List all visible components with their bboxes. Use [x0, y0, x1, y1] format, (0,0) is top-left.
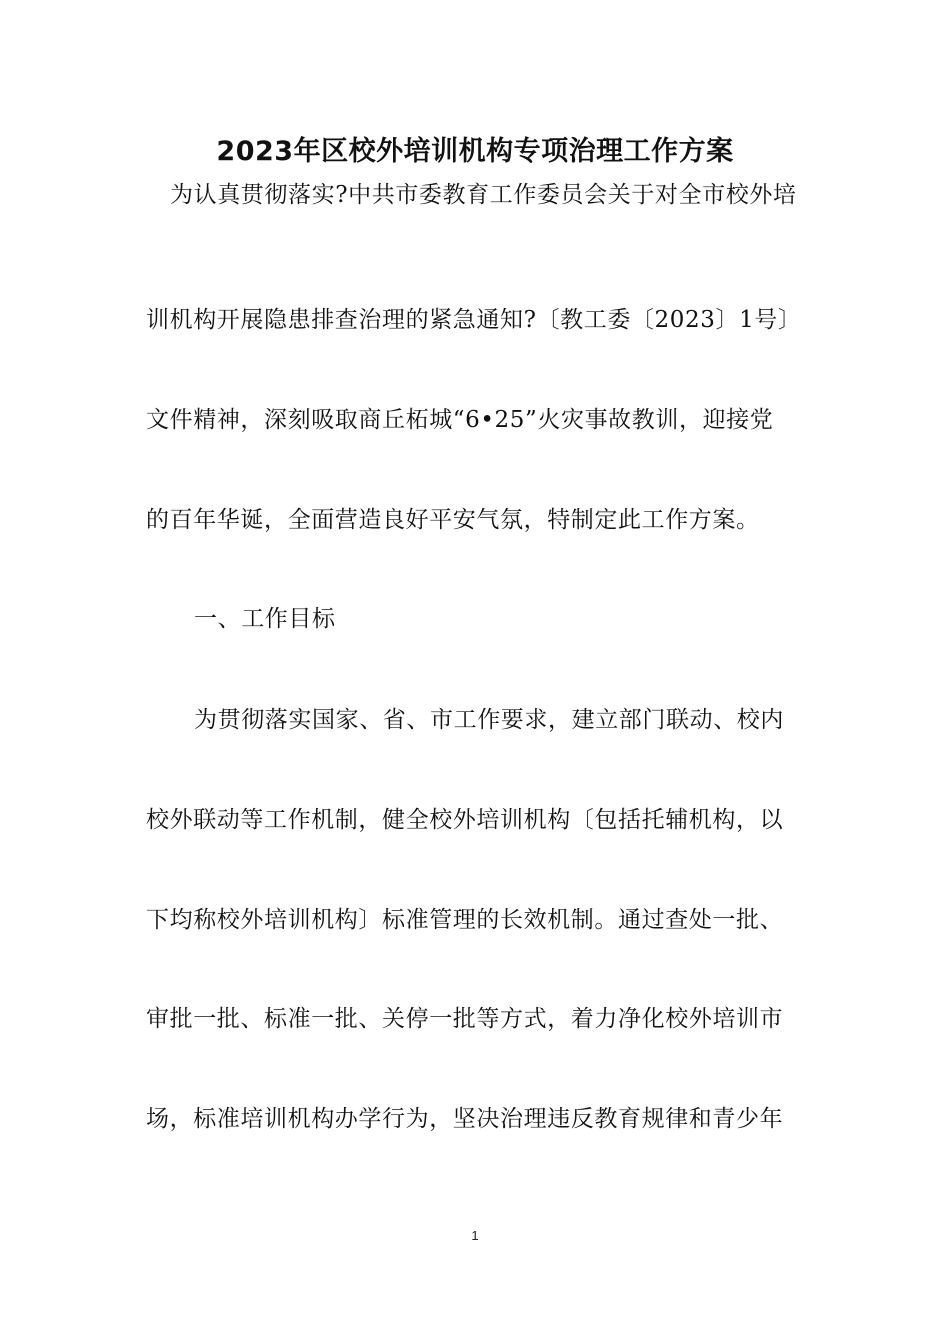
paragraph-line: 审批一批、标准一批、关停一批等方式，着力净化校外培训市: [146, 1006, 784, 1032]
paragraph-line: 下均称校外培训机构〕标准管理的长效机制。通过查处一批、: [146, 907, 784, 933]
paragraph-line: 训机构开展隐患排查治理的紧急通知?〔教工委〔2023〕1号〕: [146, 307, 802, 333]
paragraph-line: 为认真贯彻落实?中共市委教育工作委员会关于对全市校外培: [170, 182, 797, 208]
paragraph-line: 为贯彻落实国家、省、市工作要求，建立部门联动、校内: [194, 707, 784, 733]
document-title: 2023年区校外培训机构专项治理工作方案: [216, 136, 734, 167]
paragraph-line: 的百年华诞，全面营造良好平安气氛，特制定此工作方案。: [146, 507, 760, 533]
paragraph-line: 校外联动等工作机制，健全校外培训机构〔包括托辅机构，以: [146, 807, 784, 833]
section-heading: 一、工作目标: [194, 606, 336, 632]
paragraph-line: 文件精神，深刻吸取商丘柘城“6•25”火灾事故教训，迎接党: [146, 407, 774, 433]
page-number: 1: [471, 1228, 479, 1243]
paragraph-line: 场，标准培训机构办学行为，坚决治理违反教育规律和青少年: [146, 1106, 784, 1132]
